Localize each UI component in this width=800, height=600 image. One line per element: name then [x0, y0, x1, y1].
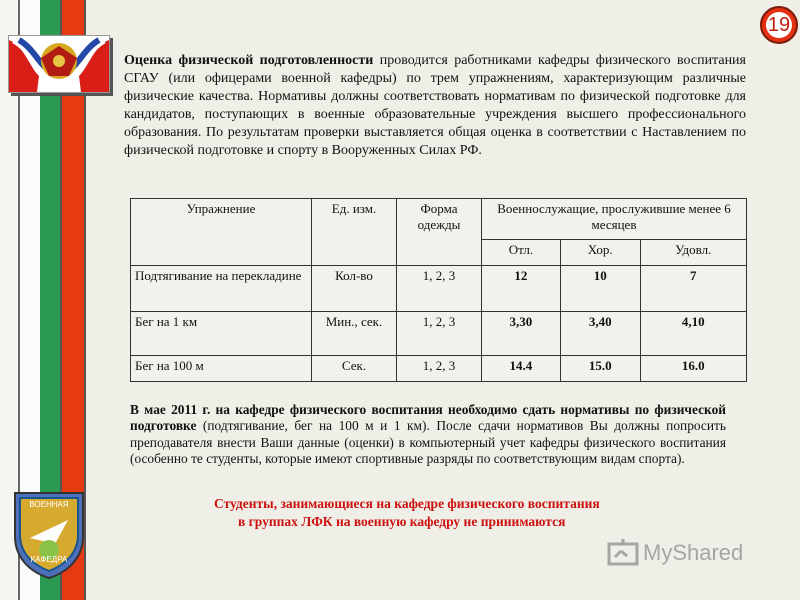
watermark [607, 537, 765, 569]
cell-good: 15.0 [560, 356, 640, 382]
intro-text: проводится работниками кафедры физического воспитания СГАУ (или офицерами военной кафедры) по трем упражнениям, характеризующим различные физические качества. Нормативы должны соответствовать нормативам по физической подготовке для кандидатов, поступающих в военные образовательные учреждения высшего профессионального образования. По результатам проверки выставляется общая оценка в соответствии с Наставлением по физической подготовке и спорту в Вооруженных Силах РФ. [124, 53, 746, 158]
military-department-shield-icon [10, 488, 88, 580]
exam-note-text: (подтягивание, бег на 100 м и 1 км). После сдачи нормативов Вы должны попросить преподавателя внести Ваши данные (оценки) в компьютерный учет кафедры физического воспитания (особенно те студенты, которые имеют спортивные разряды по соответствующим видам спорта). [130, 418, 726, 467]
shield-top-text: ВОЕННАЯ [29, 500, 69, 509]
page-number-badge [760, 6, 798, 44]
exam-note [130, 402, 726, 468]
flag-emblem [8, 35, 110, 93]
cell-uniform: 1, 2, 3 [397, 312, 482, 356]
cell-satisfactory: 16.0 [640, 356, 746, 382]
table-row [131, 266, 747, 312]
header-satisfactory: Удовл. [640, 240, 746, 266]
cell-excellent: 3,30 [482, 312, 561, 356]
table-row [131, 312, 747, 356]
header-excellent: Отл. [482, 240, 561, 266]
warning-line-1: Студенты, занимающиеся на кафедре физического воспитания [214, 496, 600, 511]
cell-exercise: Подтягивание на перекладине [131, 266, 312, 312]
watermark-text: MyShared [643, 540, 744, 565]
cell-exercise: Бег на 1 км [131, 312, 312, 356]
cell-unit: Кол-во [312, 266, 397, 312]
cell-excellent: 12 [482, 266, 561, 312]
warning-line-2: в группах ЛФК на военную кафедру не принимаются [238, 514, 566, 529]
exam-note-bold: В мае 2011 г. на кафедре физического воспитания необходимо сдать нормативы по физической подготовке [130, 402, 726, 434]
shield-bottom-text: КАФЕДРА [30, 555, 68, 564]
cell-satisfactory: 7 [640, 266, 746, 312]
page-number: 19 [766, 12, 792, 38]
cell-exercise: Бег на 100 м [131, 356, 312, 382]
cell-uniform: 1, 2, 3 [397, 266, 482, 312]
cell-excellent: 14.4 [482, 356, 561, 382]
header-good: Хор. [560, 240, 640, 266]
intro-paragraph [124, 52, 746, 160]
header-service-group: Военнослужащие, прослужившие менее 6 месяцев [482, 199, 747, 240]
warning-text [214, 495, 684, 531]
table-row [131, 356, 747, 382]
header-uniform: Форма одежды [397, 199, 482, 266]
header-unit: Ед. изм. [312, 199, 397, 266]
eagle-flag-icon [9, 36, 109, 92]
cell-good: 10 [560, 266, 640, 312]
cell-satisfactory: 4,10 [640, 312, 746, 356]
standards-table [130, 198, 747, 382]
cell-unit: Сек. [312, 356, 397, 382]
cell-good: 3,40 [560, 312, 640, 356]
cell-uniform: 1, 2, 3 [397, 356, 482, 382]
header-exercise: Упражнение [131, 199, 312, 266]
presentation-logo-icon [607, 537, 643, 569]
cell-unit: Мин., сек. [312, 312, 397, 356]
intro-bold-lead: Оценка физической подготовленности [124, 53, 374, 68]
